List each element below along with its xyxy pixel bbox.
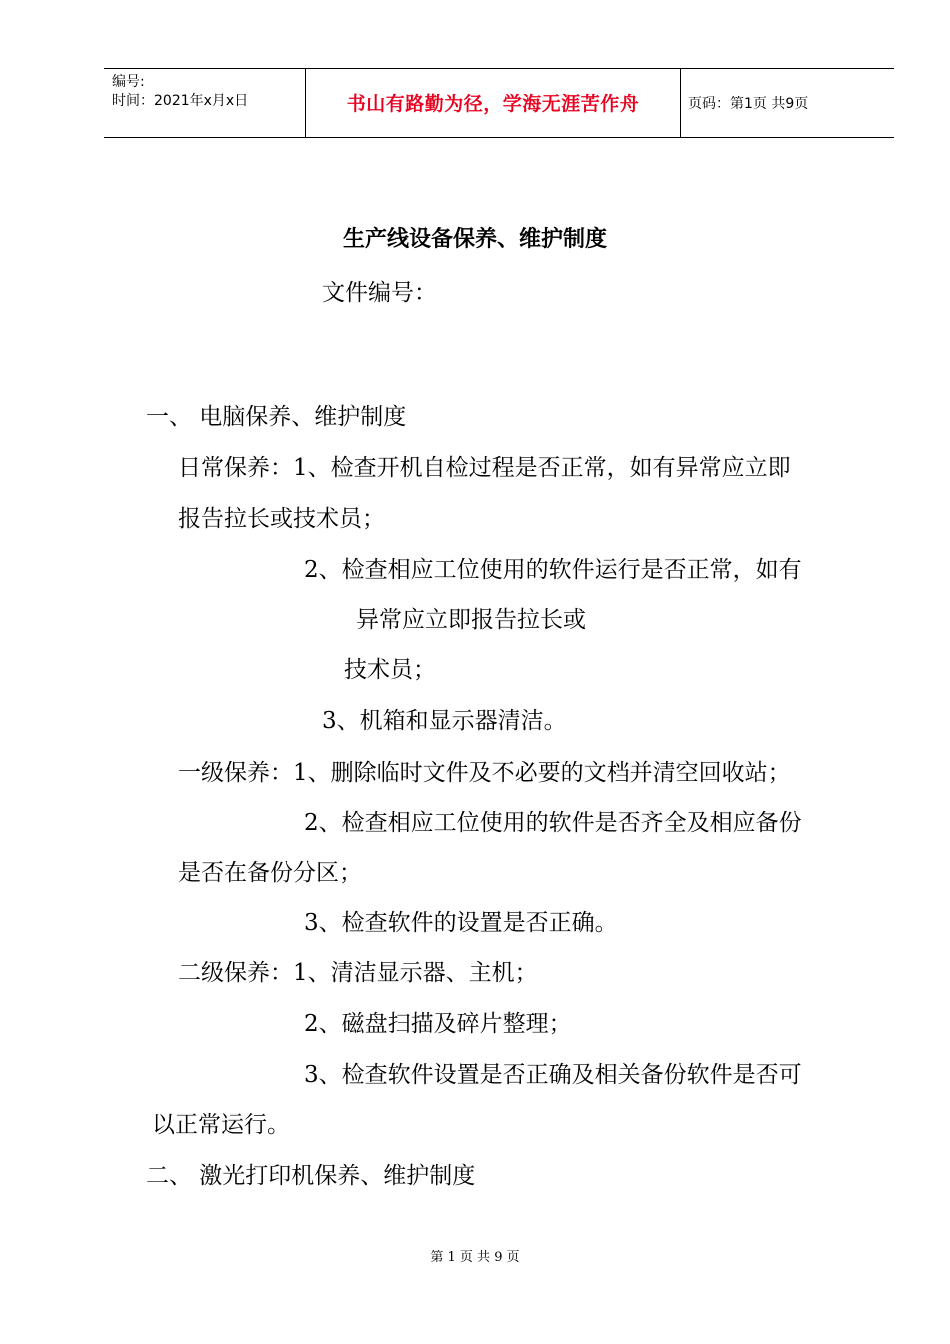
header-page-label: 页码：第1页 共9页 [688,96,809,112]
body-line: 3、机箱和显示器清洁。 [322,708,567,734]
body-line: 一级保养：1、删除临时文件及不必要的文档并清空回收站； [178,760,791,786]
page-footer: 第 1 页 共 9 页 [430,1250,520,1265]
header-motto: 书山有路勤为径，学海无涯苦作舟 [346,93,640,115]
body-line: 3、检查软件设置是否正确及相关备份软件是否可 [304,1062,802,1088]
body-line: 技术员； [344,657,436,683]
body-line: 报告拉长或技术员； [178,506,385,532]
body-line: 异常应立即报告拉长或 [356,607,586,633]
header-table [104,68,894,138]
header-meta [112,73,248,111]
body-line: 2、检查相应工位使用的软件运行是否正常，如有 [304,557,802,583]
body-line: 2、磁盘扫描及碎片整理； [304,1011,572,1037]
body-line: 二级保养：1、清洁显示器、主机； [178,960,538,986]
section-heading: 二、 激光打印机保养、维护制度 [146,1163,476,1189]
file-number-label: 文件编号： [322,280,437,306]
time-label: 时间：2021年x月x日 [112,93,249,109]
body-line: 日常保养：1、检查开机自检过程是否正常，如有异常应立即 [178,455,791,481]
serial-label: 编号: [112,74,145,90]
header-divider [680,69,681,137]
section-heading: 一、 电脑保养、维护制度 [146,404,407,430]
body-line: 以正常运行。 [152,1112,290,1138]
body-line: 2、检查相应工位使用的软件是否齐全及相应备份 [304,810,802,836]
body-line: 是否在备份分区； [178,860,362,886]
document-title: 生产线设备保养、维护制度 [342,227,607,252]
body-line: 3、检查软件的设置是否正确。 [304,910,618,936]
